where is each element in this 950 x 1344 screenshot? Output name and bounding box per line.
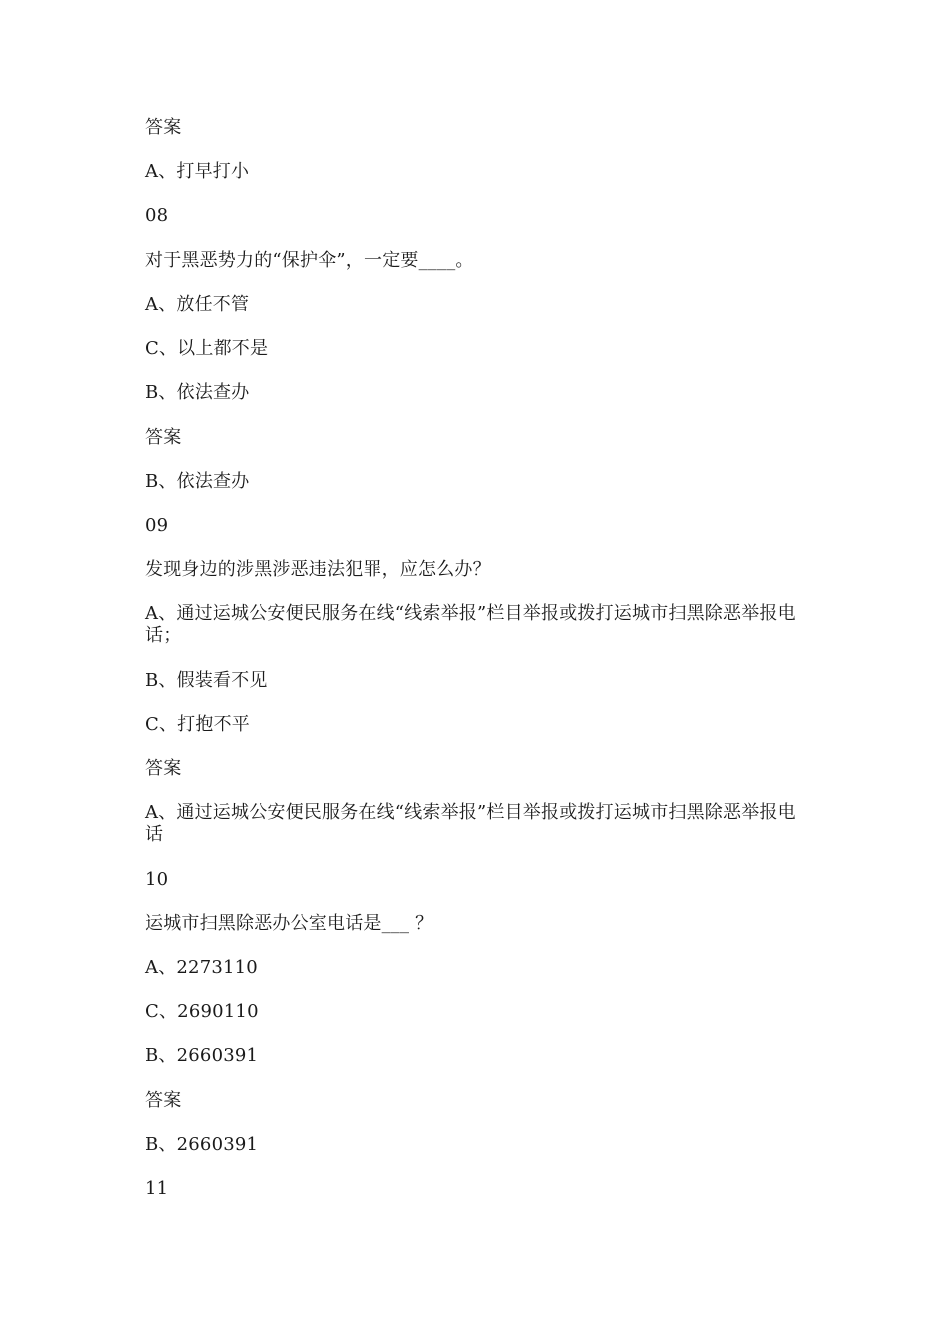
option-c: C、打抱不平 bbox=[145, 714, 250, 735]
answer-heading: 答案 bbox=[145, 427, 182, 448]
option-a: A、2273110 bbox=[145, 957, 258, 978]
question-number: 09 bbox=[145, 515, 169, 536]
answer-heading: 答案 bbox=[145, 758, 182, 779]
option-b: B、2660391 bbox=[145, 1045, 259, 1066]
option-b: B、依法查办 bbox=[145, 382, 250, 403]
option-c: C、以上都不是 bbox=[145, 338, 269, 359]
question-number: 11 bbox=[145, 1178, 169, 1199]
answer-text: A、打早打小 bbox=[145, 161, 250, 182]
answer-heading: 答案 bbox=[145, 117, 182, 138]
answer-heading: 答案 bbox=[145, 1090, 182, 1111]
question-number: 08 bbox=[145, 205, 169, 226]
option-a: A、放任不管 bbox=[145, 294, 250, 315]
question-number: 10 bbox=[145, 869, 169, 890]
answer-text: B、依法查办 bbox=[145, 471, 250, 492]
answer-text: B、2660391 bbox=[145, 1134, 259, 1155]
answer-text: A、通过运城公安便民服务在线“线索举报”栏目举报或拨打运城市扫黑除恶举报电话 bbox=[145, 802, 796, 845]
option-a: A、通过运城公安便民服务在线“线索举报”栏目举报或拨打运城市扫黑除恶举报电话； bbox=[145, 603, 796, 646]
question-text: 运城市扫黑除恶办公室电话是___ ？ bbox=[145, 913, 434, 934]
option-c: C、2690110 bbox=[145, 1001, 259, 1022]
option-b: B、假装看不见 bbox=[145, 670, 268, 691]
question-text: 发现身边的涉黑涉恶违法犯罪，应怎么办？ bbox=[145, 559, 491, 580]
question-text: 对于黑恶势力的“保护伞”，一定要____。 bbox=[145, 250, 474, 271]
